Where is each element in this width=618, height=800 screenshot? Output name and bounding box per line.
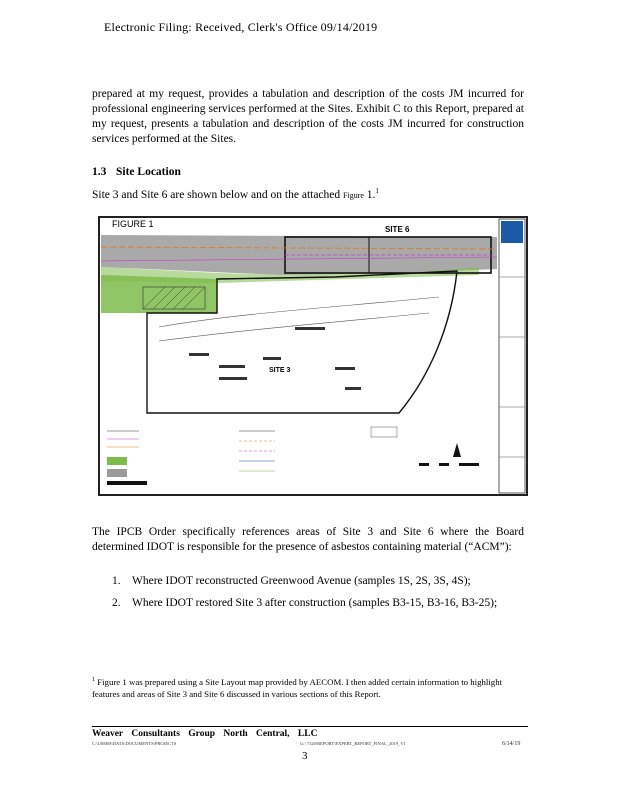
footnote-number: 1 — [92, 677, 95, 683]
site-location-text: Site 3 and Site 6 are shown below and on the attached — [92, 188, 341, 201]
filing-stamp: Electronic Filing: Received, Clerk's Office 09/14/2019 — [104, 20, 378, 34]
site-location-paragraph — [92, 184, 524, 203]
footnote — [92, 674, 524, 700]
section-number: 1.3 — [92, 166, 107, 178]
list-item-number: 2. — [112, 597, 121, 609]
logo-block — [501, 221, 523, 243]
list-item-text: Where IDOT reconstructed Greenwood Avenue (samples 1S, 2S, 3S, 4S); — [132, 575, 471, 587]
list-item — [112, 597, 532, 609]
page-number: 3 — [302, 750, 308, 762]
ipcb-paragraph: The IPCB Order specifically references areas of Site 3 and Site 6 where the Board determined IDOT is responsible for the presence of asbestos containing material (“ACM”): — [92, 526, 524, 553]
list-item-text: Where IDOT restored Site 3 after construction (samples B3-15, B3-16, B3-25); — [132, 597, 498, 609]
firm-name: Weaver Consultants Group North Central, LLC — [92, 729, 318, 739]
footnote-figure-ref: Figure 1 — [97, 676, 127, 687]
figure-number: 1. — [366, 188, 376, 201]
list-item — [112, 575, 532, 587]
footnote-text: was prepared using a Site Layout map provided by AECOM. I then added certain information to highlight features and areas of Site 3 and Site 6 discussed in various sections of this Report. — [92, 676, 503, 699]
site-map-drawing — [99, 217, 527, 495]
section-title: Site Location — [116, 166, 181, 178]
site3-label: SITE 3 — [269, 367, 291, 374]
intro-paragraph: prepared at my request, provides a tabulation and description of the costs JM incurred for professional engineering services performed at the Sites. Exhibit C to this Report, prepared at my request, presents a tabulation and description of the costs JM incurred for construction services performed at the Sites. — [92, 88, 524, 145]
figure-label: FIGURE 1 — [109, 219, 157, 229]
section-heading — [92, 166, 181, 178]
figure-reference: Figure — [343, 190, 364, 200]
site-map-figure — [98, 216, 528, 496]
footer-path: C:\USERS\DATA\DOCUMENTS\PROJECTS — [92, 741, 177, 746]
footer-divider — [92, 726, 528, 727]
site6-label: SITE 6 — [385, 225, 410, 234]
footnote-marker: 1 — [375, 187, 379, 195]
footer-code: G:\ 7320\REPORT\EXPERT_REPORT_FINAL_2019_V1 — [300, 741, 406, 746]
list-item-number: 1. — [112, 575, 121, 587]
green-area — [101, 275, 217, 313]
footer-date: 6/14/19 — [502, 741, 521, 747]
